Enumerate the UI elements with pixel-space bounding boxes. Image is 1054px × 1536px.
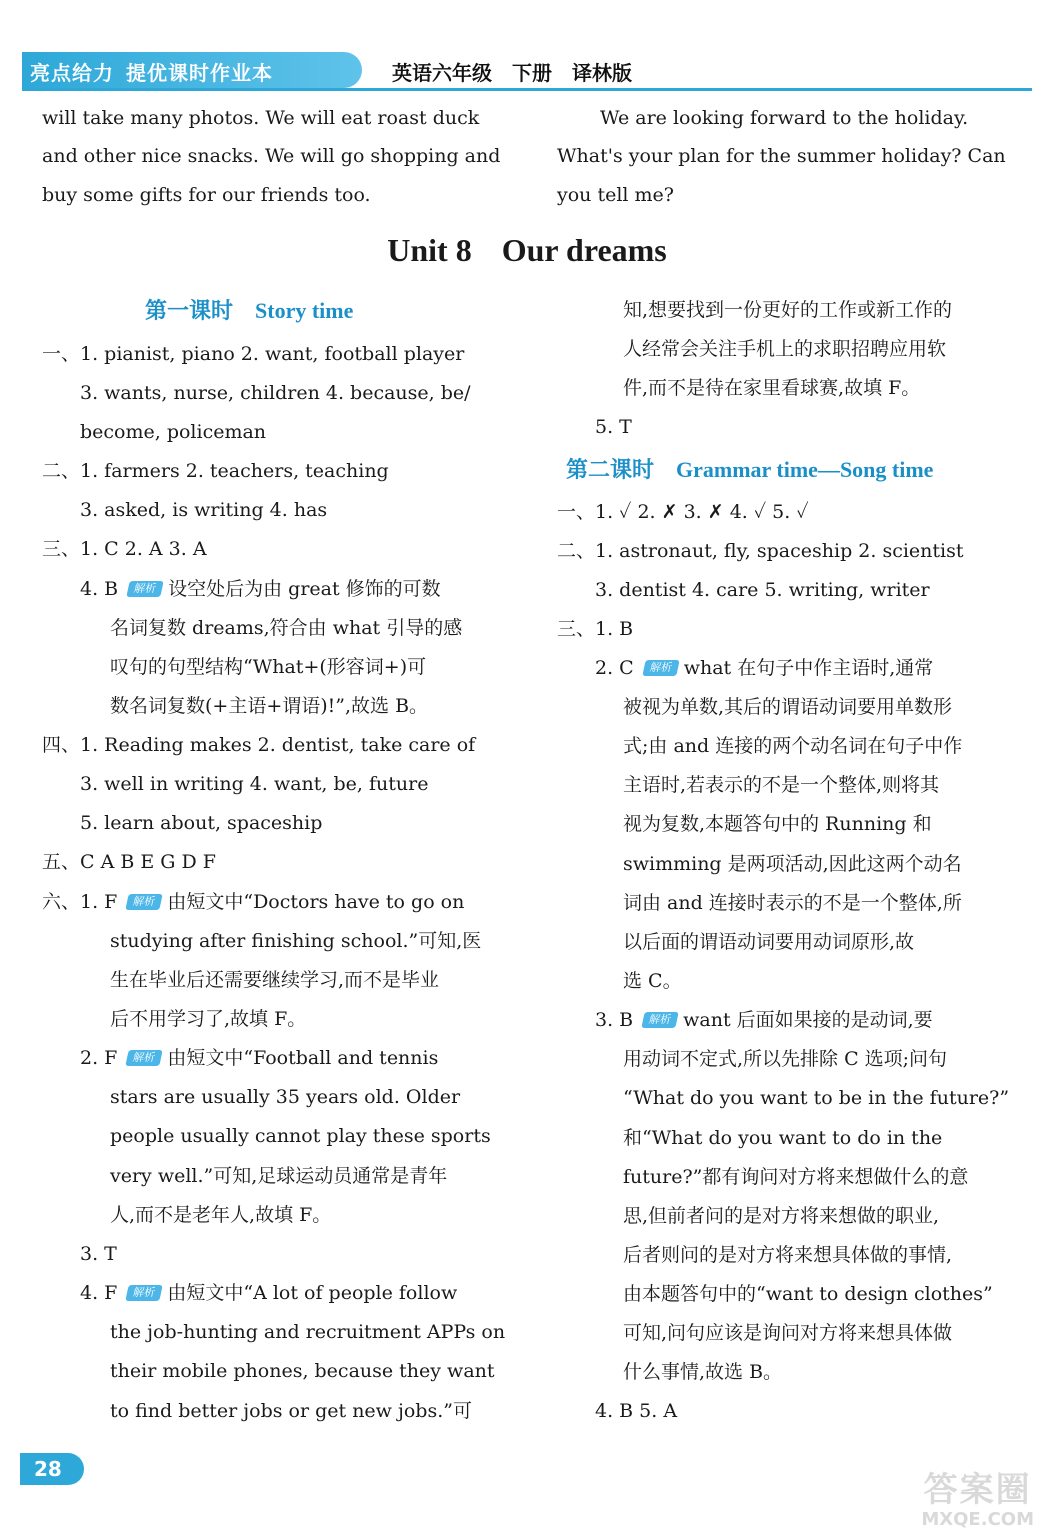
answer-line: swimming 是两项活动,因此这两个动名 [623,853,962,875]
unit-title [0,232,1054,269]
section-1-heading [145,296,353,326]
section-2-cn: 第二课时 [566,457,655,483]
answer-line: to find better jobs or get new jobs.”可 [110,1400,472,1422]
explanation-text: want 后面如果接的是动词,要 [683,1009,933,1031]
answer-line: studying after finishing school.”可知,医 [110,930,482,952]
answer-line: future?”都有询问对方将来想做什么的意 [623,1166,969,1188]
answer-line: 被视为单数,其后的谓语动词要用单数形 [623,696,953,718]
answer-line: 三、1. C 2. A 3. A [42,538,207,560]
question-number: 4. F [80,1282,118,1304]
answer-line: 3. wants, nurse, children 4. because, be/ [80,382,471,404]
question-number: 4. B [80,578,119,600]
header-brand [30,57,273,86]
top-right-line-3: you tell me? [557,184,674,206]
section-2-en: Grammar time—Song time [676,457,934,482]
answer-line: 件,而不是待在家里看球赛,故填 F。 [623,377,921,399]
book-edition: 译林版 [572,61,632,85]
top-left-line-1: will take many photos. We will eat roast duck [42,107,480,129]
section-2-heading [566,455,933,485]
analysis-tag: 解析 [126,1050,163,1066]
book-volume: 下册 [512,61,552,85]
answer-line: their mobile phones, because they want [110,1360,495,1382]
brand-name-2: 提优课时作业本 [126,61,273,85]
answer-line: 一、1. ✓ 2. ✗ 3. ✗ 4. ✓ 5. ✓ [557,501,809,523]
answer-line: 3. T [80,1243,117,1265]
answer-line: 用动词不定式,所以先排除 C 选项;问句 [623,1048,948,1070]
explanation-text: 由短文中“Doctors have to go on [167,891,465,913]
answer-line: 名词复数 dreams,符合由 what 引导的感 [110,617,463,639]
answer-line: 三、1. B [557,618,634,640]
explanation-text: 设空处后为由 great 修饰的可数 [168,578,441,600]
analysis-tag: 解析 [126,581,163,597]
answer-line-with-tag [80,575,441,603]
answer-line: 五、C A B E G D F [42,851,216,873]
answer-line: 4. B 5. A [595,1400,678,1422]
answer-line: become, policeman [80,421,267,443]
answer-line: 5. learn about, spaceship [80,812,323,834]
top-right-line-2: What's your plan for the summer holiday? Can [557,145,1006,167]
unit-number: Unit 8 [387,232,472,268]
question-number: 六、1. F [42,891,118,913]
answer-line: 选 C。 [623,970,682,992]
answer-line: “What do you want to be in the future?” [623,1087,1010,1109]
answer-line: 数名词复数(+主语+谓语)!”,故选 B。 [110,695,429,717]
brand-name-1: 亮点给力 [30,61,114,85]
question-number: 3. B [595,1009,634,1031]
answer-line-with-tag [42,888,464,916]
question-number: 2. F [80,1047,118,1069]
answer-line: 式;由 and 连接的两个动名词在句子中作 [623,735,963,757]
answer-line: 主语时,若表示的不是一个整体,则将其 [623,774,940,796]
answer-line-with-tag [80,1279,457,1307]
answer-line: 和“What do you want to do in the [623,1127,943,1149]
answer-line: 二、1. astronaut, fly, spaceship 2. scientist [557,540,964,562]
header-divider [22,88,1032,91]
answer-line: 后者则问的是对方将来想具体做的事情, [623,1244,953,1266]
answer-line: 词由 and 连接时表示的不是一个整体,所 [623,892,962,914]
question-number: 2. C [595,657,634,679]
explanation-text: what 在句子中作主语时,通常 [683,657,934,679]
answer-line: 什么事情,故选 B。 [623,1361,783,1383]
analysis-tag: 解析 [641,1012,678,1028]
answer-line: 人经常会关注手机上的求职招聘应用软 [623,338,947,360]
answer-line: 3. dentist 4. care 5. writing, writer [595,579,930,601]
top-left-line-2: and other nice snacks. We will go shopping and [42,145,501,167]
analysis-tag: 解析 [126,1285,163,1301]
answer-line: 5. T [595,416,632,438]
top-right-line-1: We are looking forward to the holiday. [600,107,969,129]
analysis-tag: 解析 [126,894,163,910]
watermark-top: 答案圈 [923,1470,1032,1510]
section-1-cn: 第一课时 [145,298,234,324]
answer-line-with-tag [80,1044,438,1072]
answer-line: 生在毕业后还需要继续学习,而不是毕业 [110,969,440,991]
answer-line: people usually cannot play these sports [110,1125,491,1147]
answer-line: 二、1. farmers 2. teachers, teaching [42,460,389,482]
analysis-tag: 解析 [642,660,679,676]
answer-line: 叹句的句型结构“What+(形容词+)可 [110,656,427,678]
answer-line: 思,但前者问的是对方将来想做的职业, [623,1205,940,1227]
answer-line: stars are usually 35 years old. Older [110,1086,461,1108]
top-left-line-3: buy some gifts for our friends too. [42,184,371,206]
answer-line: the job-hunting and recruitment APPs on [110,1321,506,1343]
answer-line: 视为复数,本题答句中的 Running 和 [623,813,932,835]
unit-name: Our dreams [501,232,667,268]
answer-line: 由本题答句中的“want to design clothes” [623,1283,993,1305]
watermark-bottom: MXQE.COM [921,1509,1034,1530]
answer-line: 可知,问句应该是询问对方将来想具体做 [623,1322,953,1344]
answer-line: 以后面的谓语动词要用动词原形,故 [623,931,915,953]
answer-line: 知,想要找到一份更好的工作或新工作的 [623,299,953,321]
answer-line: 后不用学习了,故填 F。 [110,1008,307,1030]
header-book-info [392,57,652,86]
section-1-en: Story time [255,298,354,323]
answer-line: very well.”可知,足球运动员通常是青年 [110,1165,448,1187]
answer-line: 3. asked, is writing 4. has [80,499,328,521]
answer-line-with-tag [595,654,933,682]
answer-line: 一、1. pianist, piano 2. want, football player [42,343,465,365]
watermark-logo [921,1470,1034,1530]
book-subject: 英语六年级 [392,61,492,85]
page-number: 28 [20,1453,84,1485]
answer-line: 人,而不是老年人,故填 F。 [110,1204,332,1226]
explanation-text: 由短文中“A lot of people follow [167,1282,458,1304]
answer-line: 3. well in writing 4. want, be, future [80,773,429,795]
explanation-text: 由短文中“Football and tennis [167,1047,439,1069]
answer-line: 四、1. Reading makes 2. dentist, take care of [42,734,476,756]
answer-line-with-tag [595,1006,933,1034]
